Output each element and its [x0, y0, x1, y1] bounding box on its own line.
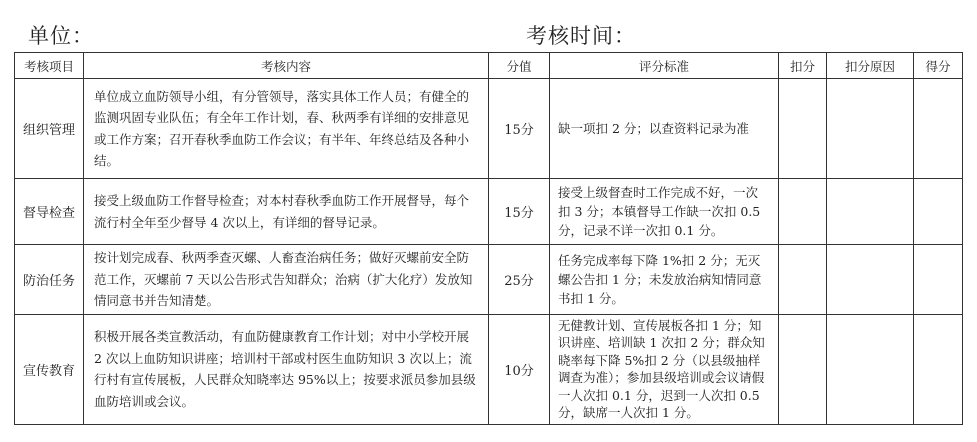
row-reason-cell[interactable] — [827, 179, 914, 245]
table-row — [15, 179, 963, 245]
table-row — [15, 245, 963, 315]
row-reason-cell[interactable] — [827, 314, 914, 424]
row-content: 积极开展各类宣教活动，有血防健康教育工作计划；对中小学校开展 2 次以上血防知识讲座；培训村干部或村医生血防知识 3 次以上；流行村有宣传展板，人民群众知晓率达 95%以上；按要求派员参加县级血防培训或会议。 — [84, 314, 489, 424]
row-item: 宣传教育 — [15, 314, 84, 424]
row-item: 组织管理 — [15, 79, 84, 179]
table-header-row — [15, 53, 963, 79]
col-header-reason: 扣分原因 — [827, 53, 914, 79]
row-deduct-cell[interactable] — [779, 314, 827, 424]
col-header-final: 得分 — [914, 53, 963, 79]
col-header-item: 考核项目 — [15, 53, 84, 79]
row-reason-cell[interactable] — [827, 79, 914, 179]
row-deduct-cell[interactable] — [779, 245, 827, 315]
row-final-cell[interactable] — [914, 314, 963, 424]
col-header-standard: 评分标准 — [550, 53, 779, 79]
row-deduct-cell[interactable] — [779, 79, 827, 179]
row-content: 按计划完成春、秋两季查灭螺、人畜查治病任务；做好灭螺前安全防范工作，灭螺前 7 天以公告形式告知群众；治病（扩大化疗）发放知情同意书并告知清楚。 — [84, 245, 489, 315]
row-reason-cell[interactable] — [827, 245, 914, 315]
row-final-cell[interactable] — [914, 179, 963, 245]
row-item: 督导检查 — [15, 179, 84, 245]
row-score: 15分 — [489, 179, 550, 245]
row-standard: 缺一项扣 2 分；以查资料记录为准 — [550, 79, 779, 179]
row-item: 防治任务 — [15, 245, 84, 315]
row-deduct-cell[interactable] — [779, 179, 827, 245]
row-final-cell[interactable] — [914, 79, 963, 179]
col-header-deduct: 扣分 — [779, 53, 827, 79]
table-row — [15, 79, 963, 179]
row-final-cell[interactable] — [914, 245, 963, 315]
row-score: 10分 — [489, 314, 550, 424]
row-content: 单位成立血防领导小组，有分管领导，落实具体工作人员；有健全的监测巩固专业队伍；有全年工作计划，春、秋两季有详细的安排意见或工作方案；召开春秋季血防工作会议；有半年、年终总结及各种小结。 — [84, 79, 489, 179]
assessment-table — [14, 52, 963, 425]
row-content: 接受上级血防工作督导检查；对本村春秋季血防工作开展督导，每个流行村全年至少督导 4 次以上，有详细的督导记录。 — [84, 179, 489, 245]
row-score: 15分 — [489, 79, 550, 179]
row-standard: 无健教计划、宣传展板各扣 1 分；知识讲座、培训缺 1 次扣 2 分；群众知晓率每下降 5%扣 2 分（以县级抽样调查为准）；参加县级培训或会议请假一人次扣 0.1 分，迟到一人次扣 0.5 分，缺席一人次扣 1 分。 — [550, 314, 779, 424]
row-standard: 任务完成率每下降 1%扣 2 分；无灭螺公告扣 1 分；未发放治病知情同意书扣 1 分。 — [550, 245, 779, 315]
assessment-time-label: 考核时间： — [526, 24, 636, 48]
row-score: 25分 — [489, 245, 550, 315]
unit-label: 单位： — [28, 24, 94, 48]
col-header-content: 考核内容 — [84, 53, 489, 79]
row-standard: 接受上级督查时工作完成不好，一次扣 3 分；本镇督导工作缺一次扣 0.5 分，记录不详一次扣 0.1 分。 — [550, 179, 779, 245]
table-row — [15, 314, 963, 424]
col-header-score: 分值 — [489, 53, 550, 79]
